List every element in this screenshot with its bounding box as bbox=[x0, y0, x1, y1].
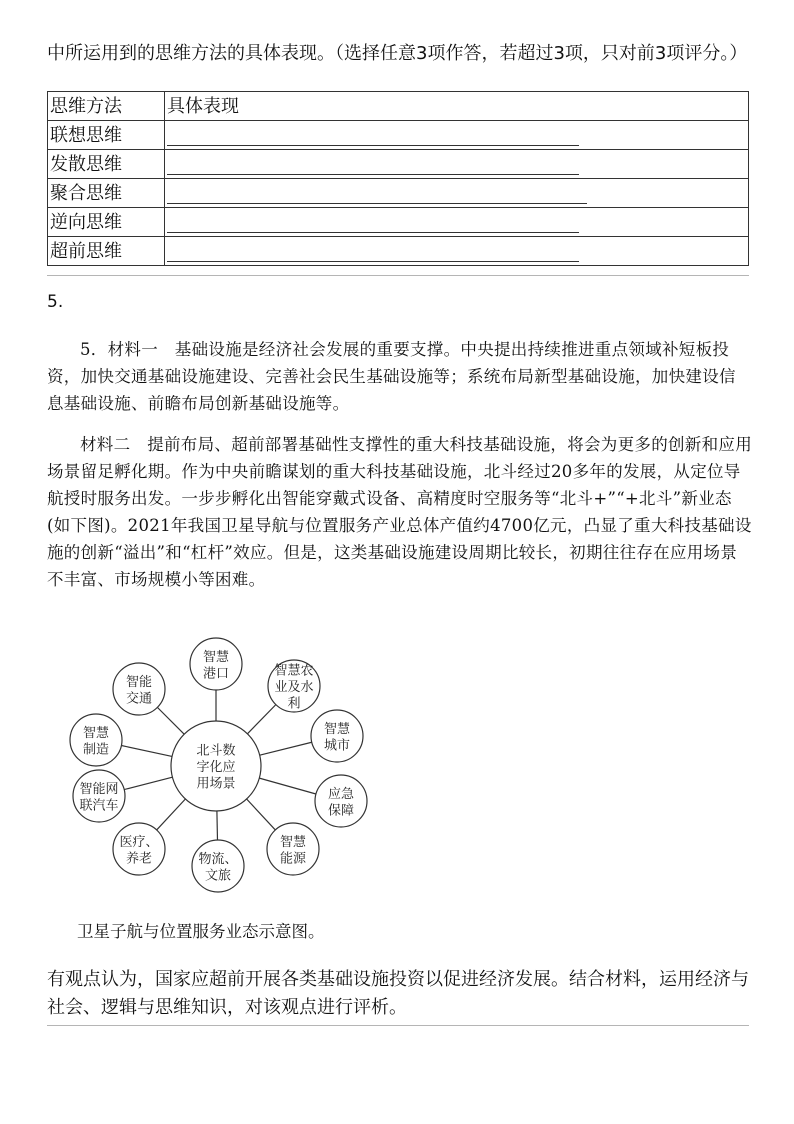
method-name: 发散思维 bbox=[48, 150, 165, 179]
answer-line bbox=[167, 125, 579, 146]
connector-line bbox=[260, 742, 312, 755]
method-name: 超前思维 bbox=[48, 237, 165, 266]
scenario-node-label: 保障 bbox=[327, 803, 355, 819]
scenario-node-label: 应急 bbox=[327, 786, 355, 802]
scenario-node-label: 能源 bbox=[279, 851, 307, 867]
answer-blank-cell[interactable] bbox=[165, 150, 749, 179]
section-divider bbox=[47, 1025, 749, 1026]
question-number: 5. bbox=[47, 292, 64, 312]
connector-line bbox=[247, 705, 275, 734]
scenario-node-label: 医疗、 bbox=[119, 834, 159, 850]
connector-line bbox=[124, 777, 172, 789]
scenario-node-label: 物流、 bbox=[198, 851, 238, 867]
scenario-node-label: 智慧 bbox=[323, 721, 351, 737]
material-one: 5．材料一 基础设施是经济社会发展的重要支撑。中央提出持续推进重点领域补短板投资，加快交通基础设施建设、完善社会民生基础设施等；系统布局新型基础设施，加快建设信息基础设施、前瞻布局创新基础设施等。 bbox=[47, 340, 736, 413]
connector-line bbox=[157, 799, 186, 830]
connector-line bbox=[157, 707, 184, 734]
connector-line bbox=[121, 746, 172, 757]
center-node-label: 用场景 bbox=[196, 776, 236, 792]
answer-line bbox=[167, 212, 579, 233]
method-name: 联想思维 bbox=[48, 121, 165, 150]
answer-blank-cell[interactable] bbox=[165, 179, 749, 208]
scenario-node-label: 港口 bbox=[202, 666, 230, 682]
final-question: 有观点认为，国家应超前开展各类基础设施投资以促进经济发展。结合材料，运用经济与社会、逻辑与思维知识，对该观点进行评析。 bbox=[47, 969, 749, 1018]
scenario-node-label: 联汽车 bbox=[79, 798, 119, 814]
table-row bbox=[48, 208, 749, 237]
scenario-node-label: 智慧农 bbox=[274, 663, 314, 679]
table-header-row bbox=[48, 92, 749, 121]
scenario-node-label: 智能网 bbox=[79, 781, 119, 797]
beidou-application-diagram bbox=[50, 636, 380, 898]
scenario-node-label: 智慧 bbox=[82, 725, 110, 741]
center-node-label: 字化应 bbox=[196, 760, 236, 775]
scenario-node-label: 利 bbox=[287, 696, 301, 712]
center-node-label: 北斗数 bbox=[196, 743, 236, 759]
connector-line bbox=[217, 811, 218, 840]
table-row bbox=[48, 237, 749, 266]
answer-blank-cell[interactable] bbox=[165, 237, 749, 266]
header-method: 思维方法 bbox=[48, 92, 165, 121]
scenario-node-label: 制造 bbox=[82, 742, 110, 758]
scenario-node-label: 城市 bbox=[323, 738, 351, 754]
scenario-node-label: 文旅 bbox=[204, 868, 232, 884]
scenario-node-label: 智能 bbox=[125, 674, 153, 690]
section-divider bbox=[47, 275, 749, 276]
answer-line bbox=[167, 241, 579, 262]
material-two: 材料二 提前布局、超前部署基础性支撑性的重大科技基础设施，将会为更多的创新和应用场景留足孵化期。作为中央前瞻谋划的重大科技基础设施，北斗经过20多年的发展，从定位导航授时服务出发。一步步孵化出智能穿戴式设备、高精度时空服务等“北斗+”“+北斗”新业态(如下图)。2021年我国卫星导航与位置服务产业总体产值约4700亿元，凸显了重大科技基础设施的创新“溢出”和“杠杆”效应。但是，这类基础设施建设周期比较长，初期往往存在应用场景不丰富、市场规模小等困难。 bbox=[47, 435, 752, 589]
connector-line bbox=[247, 799, 276, 830]
header-expression: 具体表现 bbox=[165, 92, 749, 121]
scenario-node-label: 交通 bbox=[125, 691, 153, 707]
method-name: 聚合思维 bbox=[48, 179, 165, 208]
method-name: 逆向思维 bbox=[48, 208, 165, 237]
table-row bbox=[48, 121, 749, 150]
answer-line bbox=[167, 154, 579, 175]
answer-line bbox=[167, 183, 587, 204]
scenario-node-label: 智慧 bbox=[202, 649, 230, 665]
scenario-node-label: 智慧 bbox=[279, 834, 307, 850]
diagram-caption: 卫星子航与位置服务业态示意图。 bbox=[77, 922, 325, 941]
answer-blank-cell[interactable] bbox=[165, 121, 749, 150]
scenario-node-label: 养老 bbox=[125, 851, 153, 867]
intro-text: 中所运用到的思维方法的具体表现。（选择任意3项作答，若超过3项，只对前3项评分。） bbox=[47, 43, 748, 64]
answer-blank-cell[interactable] bbox=[165, 208, 749, 237]
thinking-methods-table bbox=[47, 91, 749, 266]
scenario-node-label: 业及水 bbox=[274, 680, 314, 695]
table-row bbox=[48, 179, 749, 208]
connector-line bbox=[259, 778, 316, 794]
table-row bbox=[48, 150, 749, 179]
